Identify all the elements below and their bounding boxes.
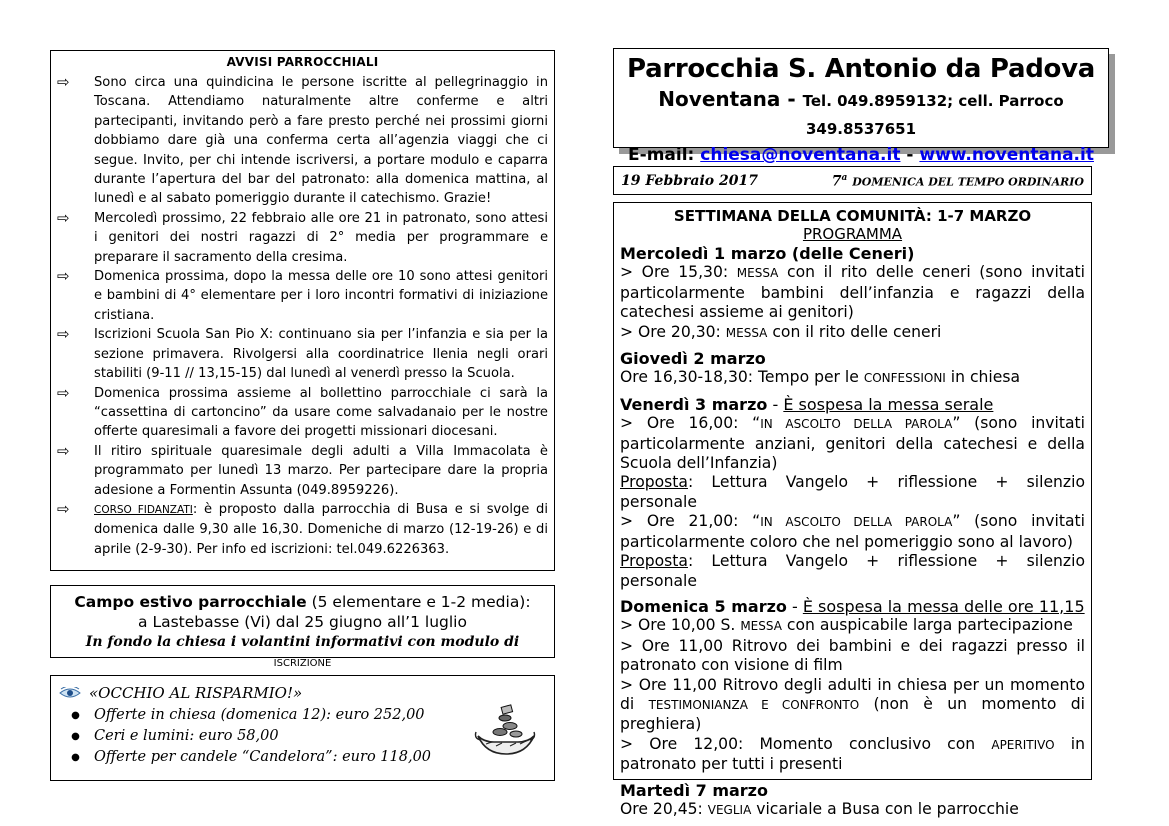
day-domenica	[620, 597, 1085, 775]
arrow-right-icon: ⇨	[57, 499, 70, 518]
sunday-sup: a	[841, 173, 848, 183]
day-heading: Giovedì 2 marzo	[620, 349, 766, 369]
avviso-item	[57, 267, 548, 325]
campo-note	[55, 632, 550, 674]
risparmio-item-text: Offerte per candele “Candelora”: euro 118,00	[94, 749, 432, 765]
arrow-right-icon: ⇨	[57, 325, 70, 344]
eye-icon	[59, 687, 81, 699]
event-line: > Ore 10,00 S. MESSA con auspicabile larga partecipazione	[620, 616, 1073, 635]
arrow-right-icon: ⇨	[57, 441, 70, 460]
email-link[interactable]: chiesa@noventana.it	[700, 145, 901, 165]
day-giovedi	[620, 349, 1085, 389]
parish-title: Parrocchia S. Antonio da Padova	[627, 54, 1095, 84]
avviso-text: Iscrizioni Scuola San Pio X: continuano sia per l’infanzia e sia per la sezione primavera. Rivolgersi alla coordinatrice Ilenia negli orari stabiliti (9-11 // 13,15-15) dal lunedì al venerdì presso la Scuola.	[94, 327, 548, 382]
website-link[interactable]: www.noventana.it	[919, 145, 1094, 165]
event-line: Ore 20,45: VEGLIA vicariale a Busa con le parrocchie	[620, 799, 1019, 818]
risparmio-item-text: Ceri e lumini: euro 58,00	[94, 728, 279, 744]
avviso-text: Sono circa una quindicina le persone iscritte al pellegrinaggio in Toscana. Attendiamo naturalmente altre conferme e altri partecipanti, invitando però a fare presto perché nei prossimi giorni dobbiamo dare già una conferma certa all’agenzia viaggi che ci segue. Invito, per chi intende iscriversi, a portare modulo e caparra durante l’apertura del bar del patronato: alla domenica mattina, al lunedì e al sabato pomeriggio durante il catechismo. Grazie!	[94, 75, 548, 207]
event-line: > Ore 16,00: “IN ASCOLTO DELLA PAROLA” (sono invitati particolarmente anziani, genitori della catechesi e della Scuola dell’Infanzia)	[620, 414, 1085, 473]
arrow-right-icon: ⇨	[57, 267, 70, 286]
event-line: > Ore 12,00: Momento conclusivo con APERITIVO in patronato per tutti i presenti	[620, 734, 1085, 774]
bullet-icon: ●	[71, 710, 80, 721]
bulletin-date: 19 Febbraio 2017	[621, 173, 758, 189]
avviso-text	[94, 500, 548, 559]
arrow-right-icon: ⇨	[57, 73, 70, 91]
avviso-item	[57, 73, 548, 209]
liturgical-sunday	[832, 173, 1084, 194]
parish-contacts	[614, 86, 1108, 142]
avvisi-title: AVVISI PARROCCHIALI	[226, 55, 379, 69]
avviso-text: Domenica prossima assieme al bollettino parrocchiale ci sarà la “cassettina di cartoncino” da usare come salvadanaio per le nostre offerte quaresimali a favore dei progetti missionari diocesani.	[94, 385, 548, 440]
settimana-box	[613, 202, 1092, 818]
day-martedi	[620, 781, 1085, 821]
avviso-text: Mercoledì prossimo, 22 febbraio alle ore 21 in patronato, sono attesi i genitori dei nostri ragazzi di 2° media per programmare e preparare il sacramento della cresima.	[94, 210, 548, 265]
avviso-text: Domenica prossima, dopo la messa delle ore 10 sono attesi genitori e bambini di 4° elementare per i loro incontri formativi di iniziazione cristiana.	[94, 269, 548, 323]
parish-header	[613, 48, 1109, 165]
avviso-text: Il ritiro spirituale quaresimale degli adulti a Villa Immacolata è programmato per lunedì 13 marzo. Per partecipare dare la propria adesione a Formentin Assunta (049.8959226).	[94, 443, 548, 498]
campo-location: a Lastebasse (Vi) dal 25 giugno all’1 luglio	[138, 613, 467, 631]
avviso-item	[57, 325, 548, 383]
risparmio-header	[57, 684, 548, 702]
arrow-right-icon: ⇨	[57, 208, 70, 227]
email-label: E-mail:	[628, 145, 701, 165]
event-line: > Ore 15,30: MESSA con il rito delle ceneri (sono invitati particolarmente bambini dell’infanzia e ragazzi della catechesi assieme ai genitori)	[620, 263, 1085, 322]
risparmio-item-text: Offerte in chiesa (domenica 12): euro 252,00	[94, 707, 425, 723]
parish-web	[614, 142, 1108, 168]
campo-title-rest: (5 elementare e 1-2 media):	[306, 593, 531, 611]
cancel-note: È sospesa la messa delle ore 11,15	[802, 596, 1085, 616]
event-line: > Ore 11,00 Ritrovo degli adulti in chiesa per un momento di TESTIMONIANZA E CONFRONTO (non è un momento di preghiera)	[620, 675, 1085, 734]
event-line: Proposta: Lettura Vangelo + riflessione + silenzio personale	[620, 473, 1085, 511]
day-heading: Domenica 5 marzo - È sospesa la messa delle ore 11,15	[620, 596, 1085, 616]
risparmio-title: «OCCHIO AL RISPARMIO!»	[89, 684, 303, 702]
bullet-icon: ●	[71, 752, 80, 763]
event-line: Ore 16,30-18,30: Tempo per le CONFESSIONI in chiesa	[620, 368, 1021, 387]
parish-phones: Tel. 049.8959132; cell. Parroco 349.8537651	[802, 92, 1064, 138]
avviso-item	[57, 209, 548, 267]
campo-title: Campo estivo parrocchiale	[74, 593, 307, 611]
avviso-item	[57, 442, 548, 500]
event-line: > Ore 21,00: “IN ASCOLTO DELLA PAROLA” (sono invitati particolarmente coloro che nel pomeriggio sono al lavoro)	[620, 512, 1085, 551]
avviso-item	[57, 384, 548, 442]
arrow-right-icon: ⇨	[57, 383, 70, 402]
day-venerdi	[620, 395, 1085, 591]
event-line: > Ore 20,30: MESSA con il rito delle ceneri	[620, 322, 942, 341]
campo-note-sc: ISCRIZIONE	[273, 658, 332, 669]
hands-with-coins-icon	[472, 702, 538, 758]
sunday-text: DOMENICA DEL TEMPO ORDINARIO	[852, 175, 1084, 189]
corso-fidanzati-label: CORSO FIDANZATI	[94, 503, 193, 516]
settimana-title: SETTIMANA DELLA COMUNITÀ: 1-7 MARZO	[673, 207, 1032, 225]
sunday-number: 7	[831, 173, 842, 190]
avviso-item	[57, 500, 548, 559]
web-separator: -	[900, 145, 920, 165]
bullet-icon: ●	[71, 731, 80, 742]
day-heading: Venerdì 3 marzo - È sospesa la messa serale	[620, 394, 994, 414]
campo-note-text: In fondo la chiesa i volantini informativi con modulo di	[85, 634, 520, 650]
day-heading: Mercoledì 1 marzo (delle Ceneri)	[620, 244, 915, 263]
cancel-note: È sospesa la messa serale	[783, 394, 994, 414]
campo-estivo-box	[50, 585, 555, 669]
day-heading: Martedì 7 marzo	[620, 780, 768, 800]
campo-title-line	[55, 592, 550, 612]
day-mercoledi	[620, 244, 1085, 343]
risparmio-box	[50, 675, 555, 781]
event-line: Proposta: Lettura Vangelo + riflessione + silenzio personale	[620, 552, 1085, 590]
avvisi-box	[50, 50, 555, 571]
parish-town: Noventana -	[658, 87, 803, 111]
dateline-box	[613, 166, 1092, 195]
corso-fidanzati-text: : è proposto dalla parrocchia di Busa e si svolge di domenica dalle 9,30 alle 16,30. Domeniche di marzo (12-19-26) e di aprile (2-9-30). Per info ed iscrizioni: tel.049.6226363.	[94, 501, 548, 557]
settimana-subtitle: PROGRAMMA	[802, 225, 903, 243]
event-line: > Ore 11,00 Ritrovo dei bambini e dei ragazzi presso il patronato con visione di film	[620, 636, 1085, 675]
